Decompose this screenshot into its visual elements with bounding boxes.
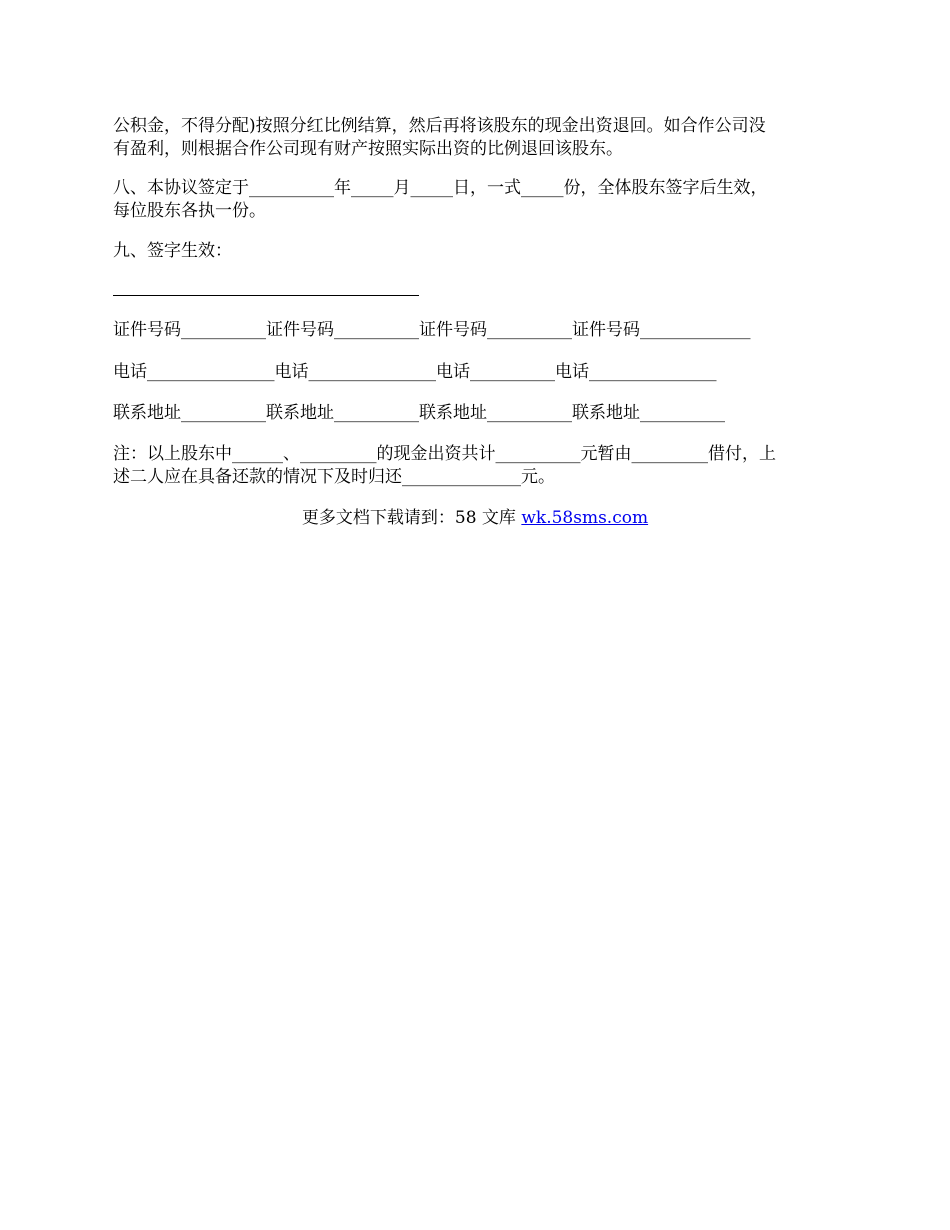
text-line: 每位股东各执一份。 (113, 201, 266, 221)
footer-download-note (0, 507, 950, 530)
id-number-row: 证件号码__________证件号码__________证件号码__________证件号码_____________ (113, 320, 751, 340)
clause-9-heading: 九、签字生效： (113, 241, 232, 261)
address-row: 联系地址__________联系地址__________联系地址__________联系地址__________ (113, 403, 725, 423)
text-line: 八、本协议签定于__________年_____月_____日，一式_____份，全体股东签字后生效， (113, 178, 768, 198)
signature-line (113, 295, 419, 296)
phone-row: 电话_______________电话_______________电话__________电话_______________ (113, 362, 717, 382)
note-paragraph (113, 443, 841, 489)
text-line: 注：以上股东中______、_________的现金出资共计__________元暂由_________借付，上 (113, 444, 776, 464)
text-line: 公积金，不得分配)按照分红比例结算，然后再将该股东的现金出资退回。如合作公司没 (113, 116, 766, 136)
footer-link[interactable]: wk.58sms.com (521, 508, 649, 528)
footer-prefix: 更多文档下载请到：58 文库 (301, 508, 522, 528)
clause-8 (113, 177, 841, 223)
text-line: 述二人应在具备还款的情况下及时归还______________元。 (113, 467, 555, 487)
clause-7-continuation (113, 115, 841, 161)
text-line: 有盈利，则根据合作公司现有财产按照实际出资的比例退回该股东。 (113, 139, 623, 159)
